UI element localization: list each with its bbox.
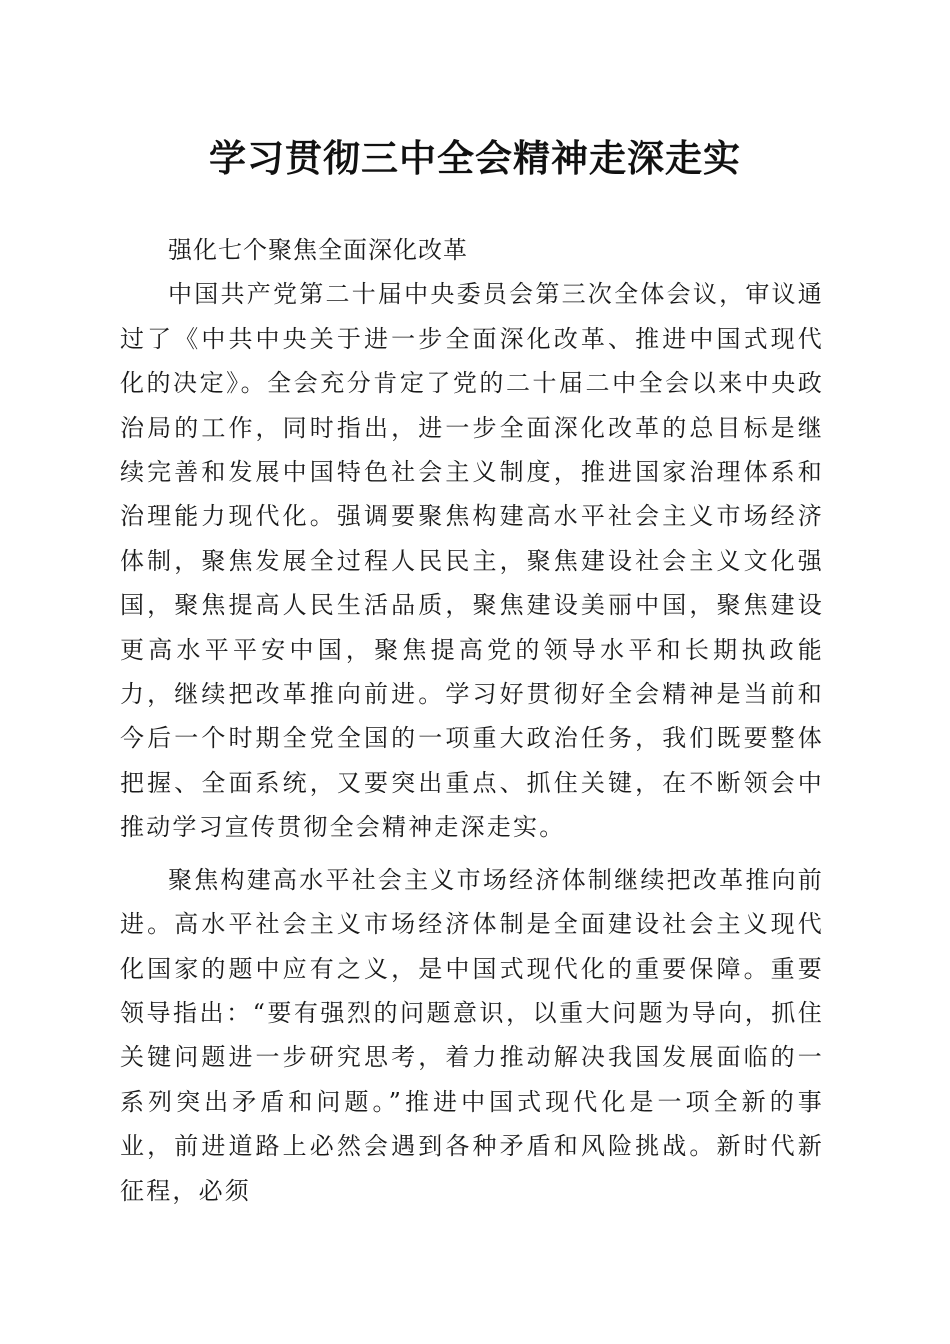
paragraph-intro: 中国共产党第二十届中央委员会第三次全体会议，审议通过了《中共中央关于进一步全面深化改革、推进中国式现代化的决定》。全会充分肯定了党的二十届二中全会以来中央政治局的工作，同时指出，进一步全面深化改革的总目标是继续完善和发展中国特色社会主义制度，推进国家治理体系和治理能力现代化。强调要聚焦构建高水平社会主义市场经济体制，聚焦发展全过程人民民主，聚焦建设社会主义文化强国，聚焦提高人民生活品质，聚焦建设美丽中国，聚焦建设更高水平平安中国，聚焦提高党的领导水平和长期执政能力，继续把改革推向前进。学习好贯彻好全会精神是当前和今后一个时期全党全国的一项重大政治任务，我们既要整体把握、全面系统，又要突出重点、抓住关键，在不断领会中推动学习宣传贯彻全会精神走深走实。 [120, 280, 824, 842]
paragraph-market-economy: 聚焦构建高水平社会主义市场经济体制继续把改革推向前进。高水平社会主义市场经济体制是全面建设社会主义现代化国家的题中应有之义，是中国式现代化的重要保障。重要领导指出：“要有强烈的问题意识，以重大问题为导向，抓住关键问题进一步研究思考，着力推动解决我国发展面临的一系列突出矛盾和问题。”推进中国式现代化是一项全新的事业，前进道路上必然会遇到各种矛盾和风险挑战。新时代新征程，必须 [120, 865, 824, 1205]
document-body [120, 228, 824, 1213]
document-title: 学习贯彻三中全会精神走深走实 [209, 136, 741, 180]
subheading: 强化七个聚焦全面深化改革 [168, 236, 468, 264]
